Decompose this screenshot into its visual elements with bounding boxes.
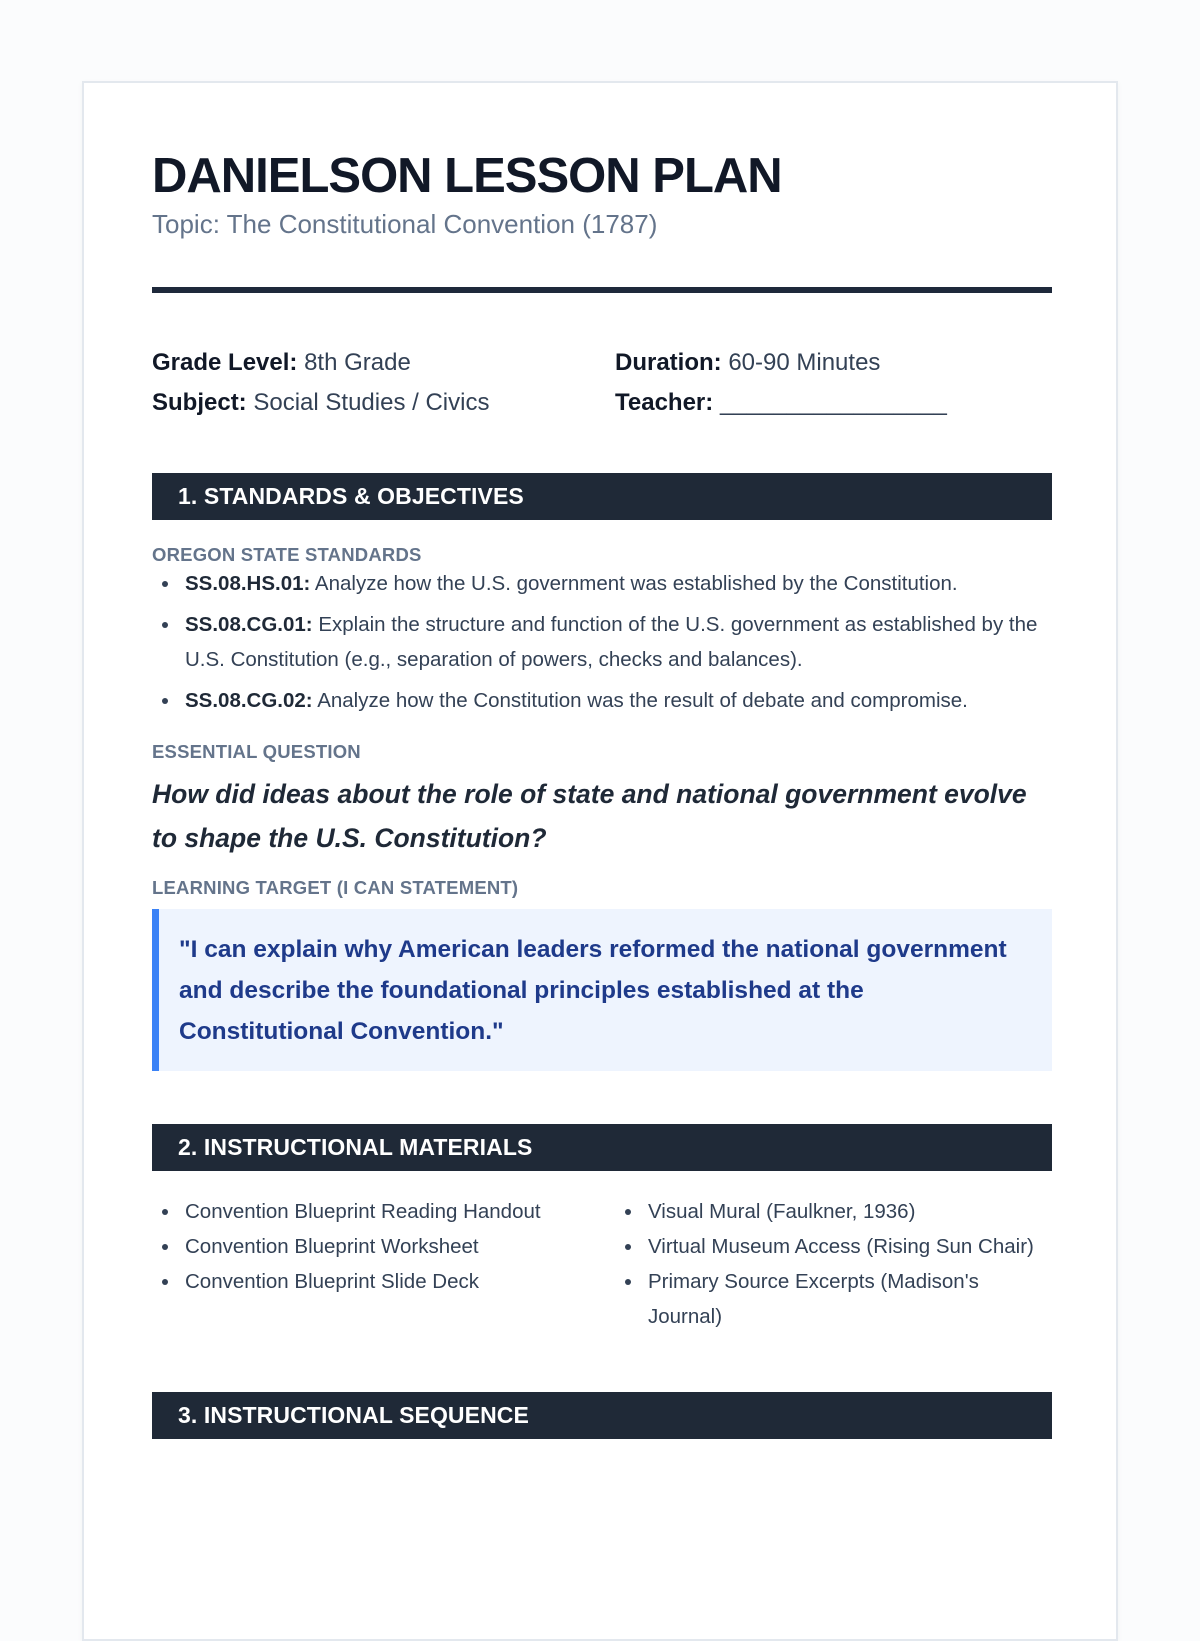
document-page xyxy=(82,81,1118,1641)
title-divider xyxy=(152,287,1052,293)
list-item: Visual Mural (Faulkner, 1936) xyxy=(615,1194,1052,1229)
document-content xyxy=(152,151,1052,1439)
section-heading-standards: 1. STANDARDS & OBJECTIVES xyxy=(152,473,1052,520)
meta-subject-value: Social Studies / Civics xyxy=(253,389,490,417)
lesson-meta xyxy=(152,349,1052,417)
list-item: Primary Source Excerpts (Madison's Journal) xyxy=(615,1264,1052,1334)
essential-question-label: ESSENTIAL QUESTION xyxy=(152,741,361,763)
meta-duration xyxy=(615,349,1052,377)
list-item: Convention Blueprint Reading Handout xyxy=(152,1194,615,1229)
list-item xyxy=(152,566,1052,601)
list-item xyxy=(152,607,1052,677)
materials-column-right xyxy=(615,1194,1052,1334)
standards-list xyxy=(152,566,1052,718)
learning-target-label: LEARNING TARGET (I CAN STATEMENT) xyxy=(152,877,519,899)
page-title: DANIELSON LESSON PLAN xyxy=(152,149,782,203)
meta-grade-level xyxy=(152,349,615,377)
standard-code: SS.08.CG.01: xyxy=(185,613,313,637)
standard-code: SS.08.HS.01: xyxy=(185,572,311,596)
standard-text: Explain the structure and function of the U.S. government as established by the U.S. Constitution (e.g., separation of powers, checks and balances). xyxy=(185,613,1038,672)
lesson-topic: Topic: The Constitutional Convention (1787) xyxy=(152,209,658,240)
list-item xyxy=(152,683,1052,718)
section-heading-sequence: 3. INSTRUCTIONAL SEQUENCE xyxy=(152,1392,1052,1439)
meta-grade-value: 8th Grade xyxy=(304,349,411,377)
meta-duration-value: 60-90 Minutes xyxy=(728,349,881,377)
meta-subject-label: Subject: xyxy=(152,389,247,417)
standard-code: SS.08.CG.02: xyxy=(185,689,313,713)
essential-question: How did ideas about the role of state and national government evolve to shape the U.S. Constitution? xyxy=(152,779,1027,854)
meta-teacher xyxy=(615,389,1052,417)
meta-teacher-blank: _________________ xyxy=(719,389,947,417)
meta-duration-label: Duration: xyxy=(615,349,722,377)
meta-teacher-label: Teacher: xyxy=(615,389,714,417)
meta-subject xyxy=(152,389,615,417)
standard-text: Analyze how the Constitution was the result of debate and compromise. xyxy=(317,689,968,713)
section-heading-materials: 2. INSTRUCTIONAL MATERIALS xyxy=(152,1124,1052,1171)
materials-list xyxy=(152,1194,1052,1334)
standard-text: Analyze how the U.S. government was established by the Constitution. xyxy=(314,572,958,596)
meta-grade-label: Grade Level: xyxy=(152,349,298,377)
standards-label: OREGON STATE STANDARDS xyxy=(152,544,422,566)
list-item: Convention Blueprint Slide Deck xyxy=(152,1264,615,1299)
materials-column-left xyxy=(152,1194,615,1334)
learning-target-callout: "I can explain why American leaders reformed the national government and describe the foundational principles established at the Constitutional Convention." xyxy=(152,909,1052,1071)
list-item: Virtual Museum Access (Rising Sun Chair) xyxy=(615,1229,1052,1264)
list-item: Convention Blueprint Worksheet xyxy=(152,1229,615,1264)
